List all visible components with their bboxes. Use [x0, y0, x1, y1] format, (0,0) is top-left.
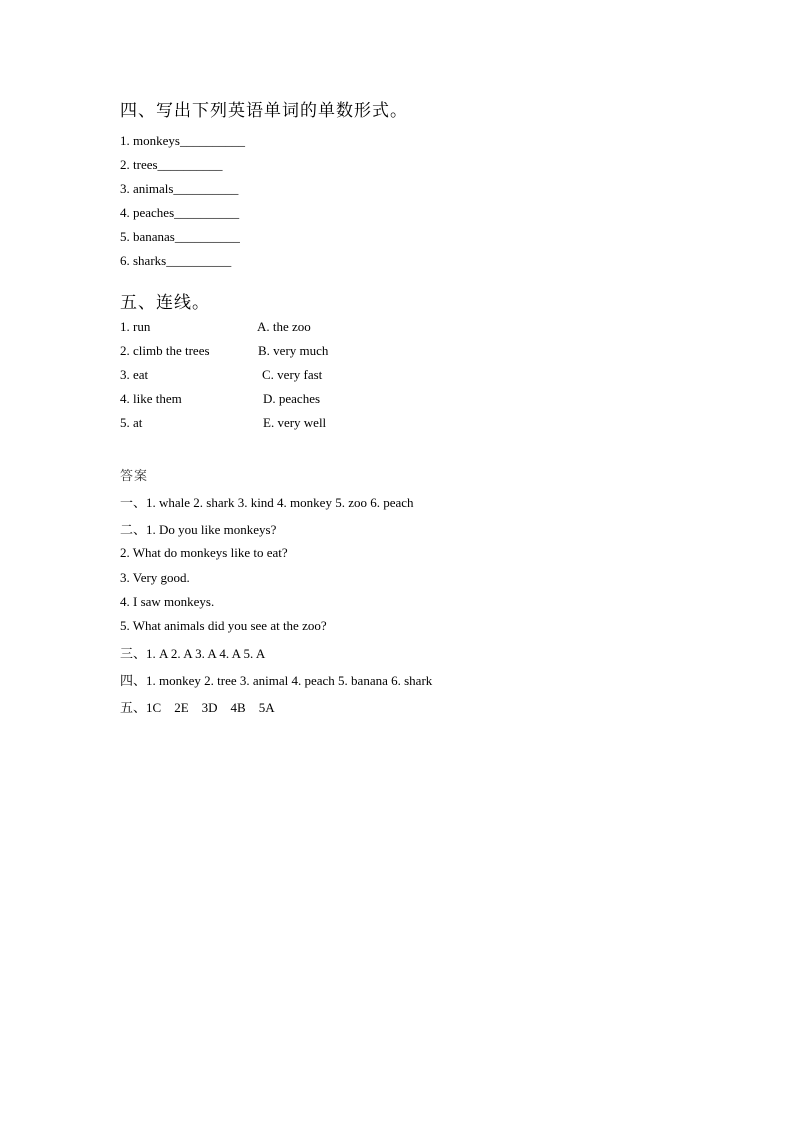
answer-line: 四、1. monkey 2. tree 3. animal 4. peach 5. banana 6. shark: [120, 673, 433, 688]
section4-item: 6. sharks__________: [120, 253, 232, 268]
match-right-item: E. very well: [263, 415, 327, 430]
answer-line: 2. What do monkeys like to eat?: [120, 545, 288, 560]
answer-line: 一、1. whale 2. shark 3. kind 4. monkey 5. zoo 6. peach: [120, 495, 414, 510]
answer-item: 5A: [258, 700, 275, 715]
answer-item: 2E: [174, 700, 189, 715]
match-left-item: 2. climb the trees: [120, 343, 210, 358]
section4-item: 3. animals__________: [120, 181, 239, 196]
answer-item: 1C: [146, 700, 162, 715]
answer-item: 3D: [201, 700, 218, 715]
answer-line: 4. I saw monkeys.: [120, 594, 215, 609]
match-right-item: D. peaches: [263, 391, 321, 406]
section4-item: 5. bananas__________: [120, 229, 240, 244]
answer-line: 5. What animals did you see at the zoo?: [120, 618, 327, 633]
match-right-item: B. very much: [258, 343, 329, 358]
answers-title: 答案: [120, 468, 149, 483]
answer-line-section5: [120, 697, 275, 716]
answer-item: 4B: [230, 700, 246, 715]
section4-item: 4. peaches__________: [120, 205, 240, 220]
section4-title: 四、写出下列英语单词的单数形式。: [120, 101, 408, 120]
match-left-item: 3. eat: [120, 367, 149, 382]
match-right-item: A. the zoo: [257, 319, 311, 334]
section4-item: 1. monkeys__________: [120, 133, 245, 148]
answer-prefix: 五、: [120, 700, 147, 715]
match-right-item: C. very fast: [262, 367, 323, 382]
match-left-item: 1. run: [120, 319, 151, 334]
answer-line: 二、1. Do you like monkeys?: [120, 522, 277, 537]
section5-title: 五、连线。: [120, 293, 210, 312]
match-left-item: 4. like them: [120, 391, 182, 406]
section4-item: 2. trees__________: [120, 157, 223, 172]
answer-line: 3. Very good.: [120, 570, 190, 585]
answer-line: 三、1. A 2. A 3. A 4. A 5. A: [120, 646, 266, 661]
match-left-item: 5. at: [120, 415, 143, 430]
